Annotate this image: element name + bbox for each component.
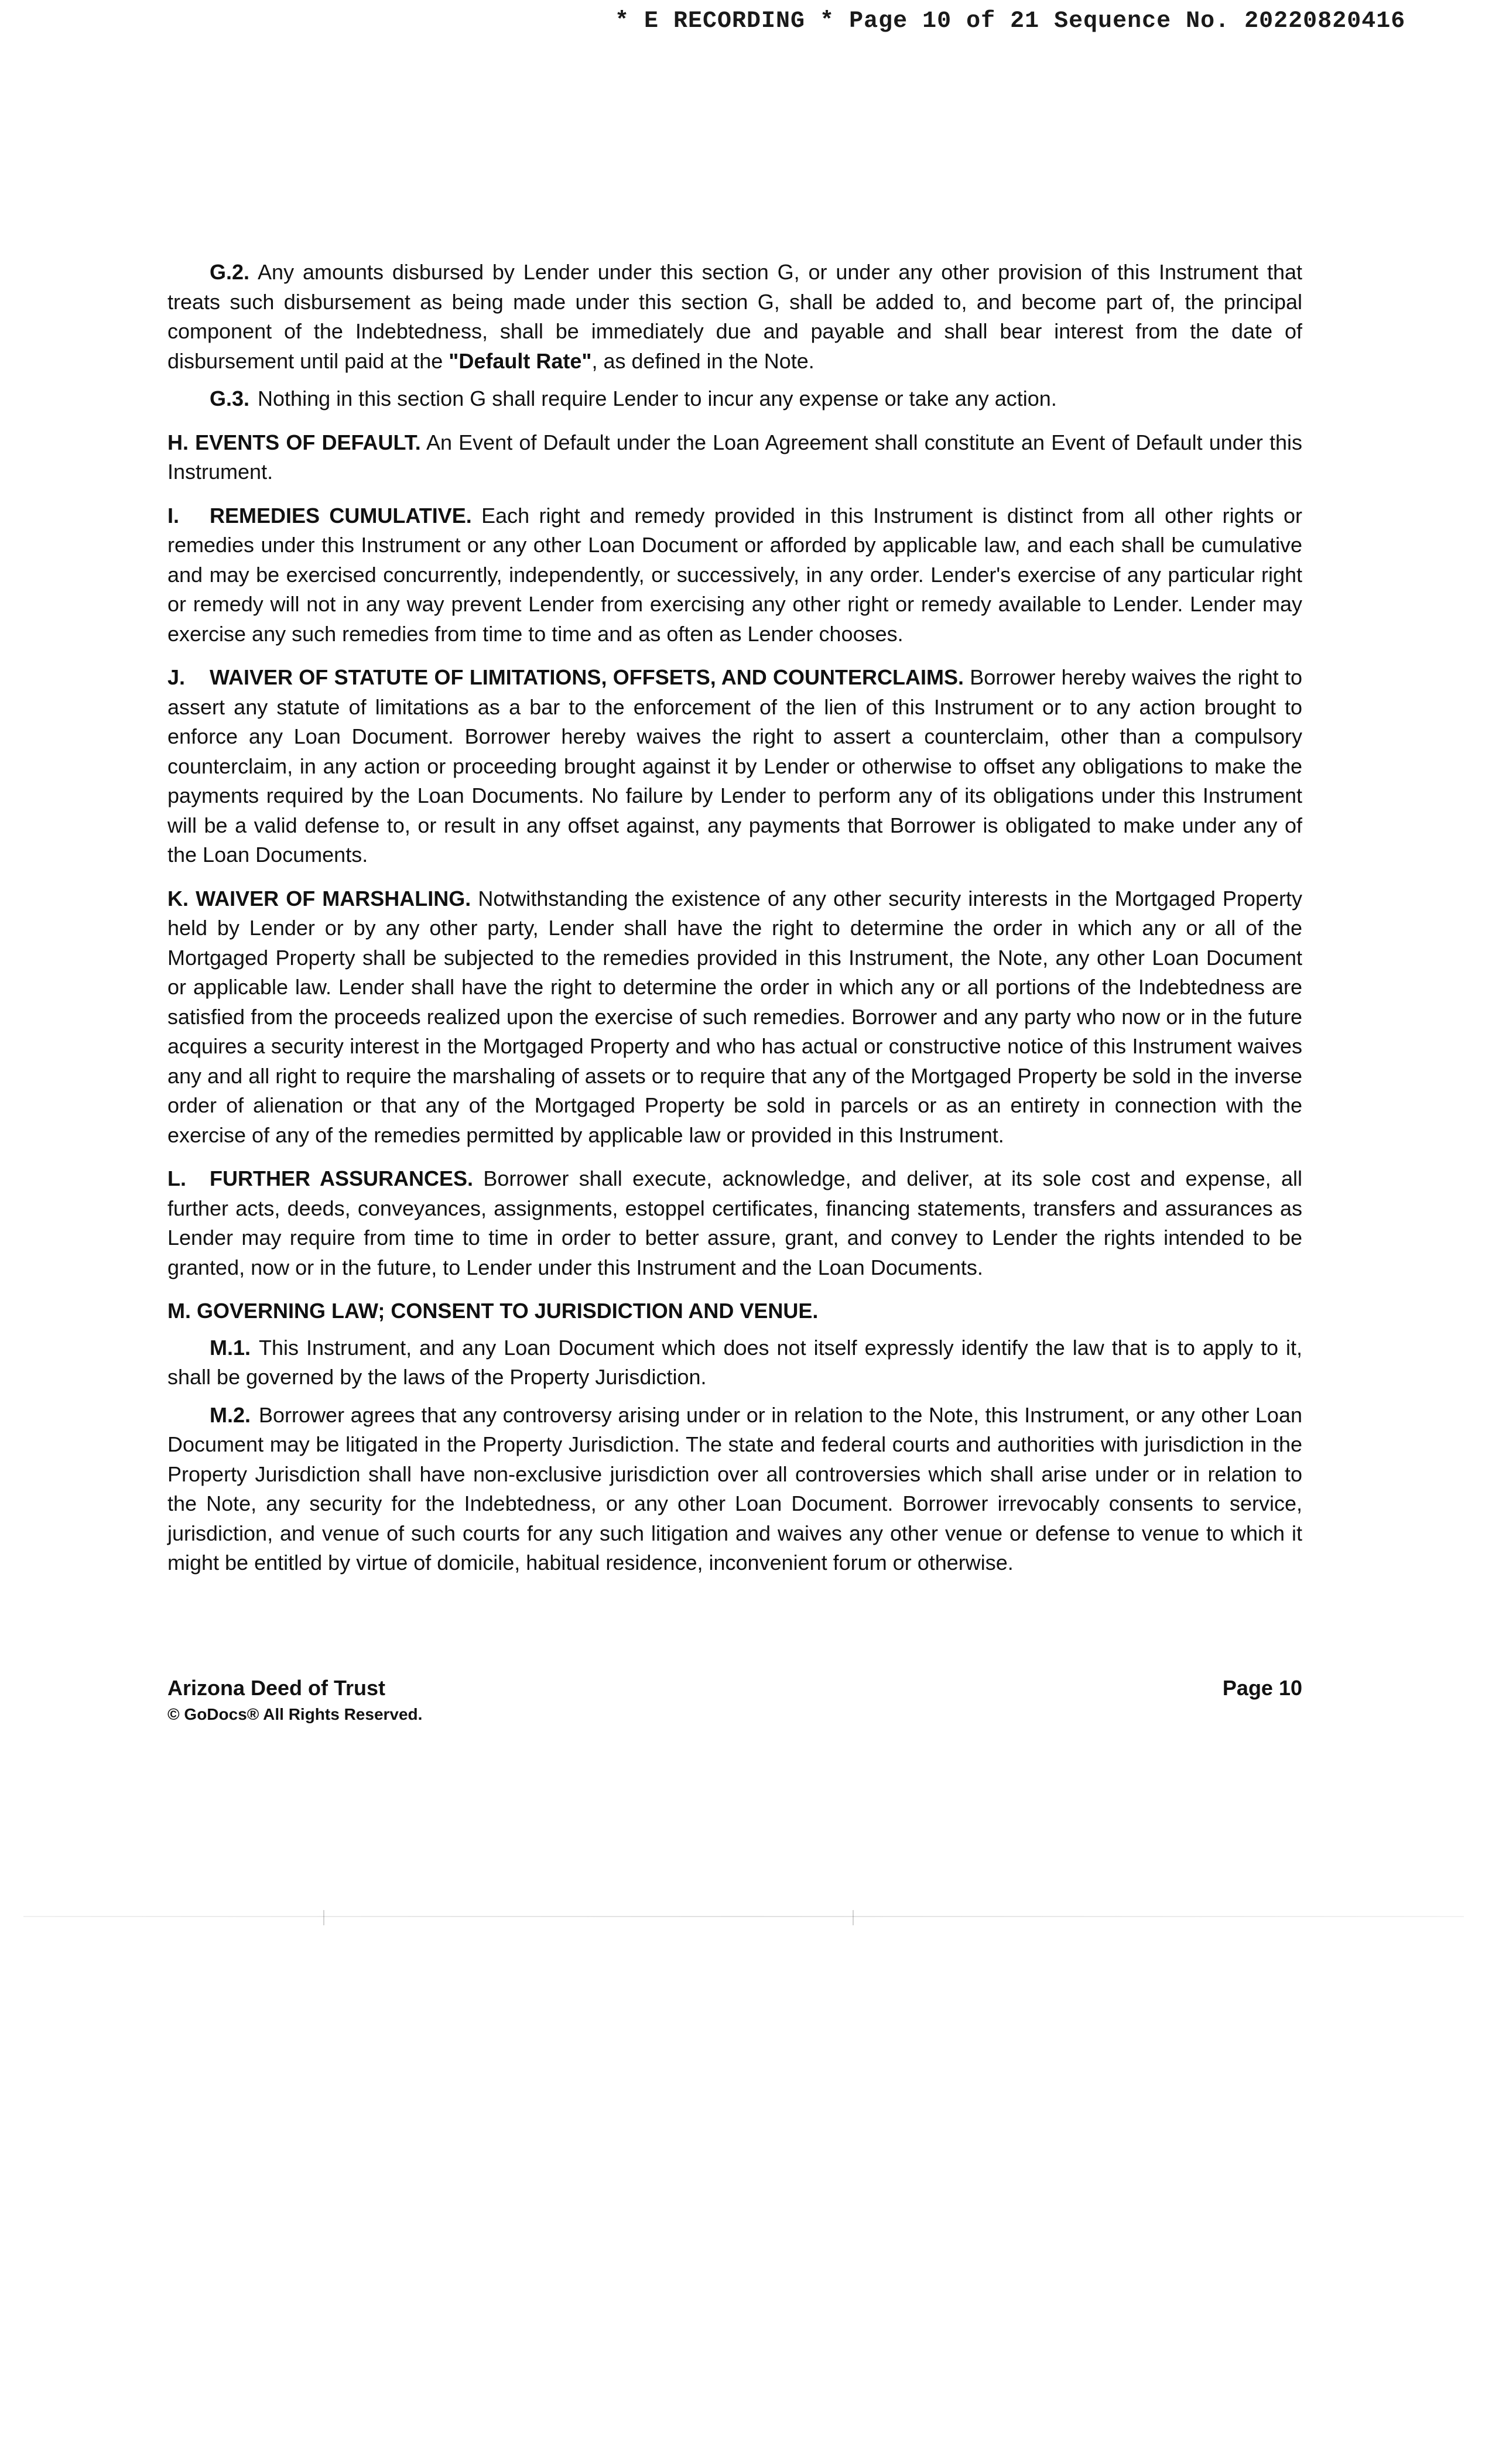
- defined-term: "Default Rate": [449, 348, 592, 373]
- section-number: M.1.: [210, 1335, 251, 1360]
- section-text: Each right and remedy provided in this Instrument is distinct from all other rights or remedies under this Instrument or any other Loan Document or afforded by applicable law, and each shall be cumulative and may be exercised concurrently, independently, or successively, in any order. Lender's exercise of any particular right or remedy will not in any way prevent Lender from exercising any other right or remedy available to Lender. Lender may exercise any such remedies from time to time and as often as Lender chooses.: [167, 503, 1302, 646]
- section-text: Notwithstanding the existence of any other security interests in the Mortgaged Property held by Lender or by any other party, Lender shall have the right to determine the order in which any or all of the Mortgaged Property shall be subjected to the remedies provided in this Instrument, the Note, any other Loan Document or applicable law. Lender shall have the right to determine the order in which any or all portions of the Indebtedness are satisfied from the proceeds realized upon the exercise of such remedies. Borrower and any party who now or in the future acquires a security interest in the Mortgaged Property and who has actual or constructive notice of this Instrument waives any and all right to require the marshaling of assets or to require that any of the Mortgaged Property be sold in the inverse order of alienation or that any of the Mortgaged Property be sold in parcels or as an entirety in connection with the exercise of any of the remedies permitted by applicable law or provided in this Instrument.: [167, 886, 1302, 1147]
- document-body: [167, 258, 1302, 1592]
- scan-artifact-tick: [853, 1910, 854, 1925]
- section-letter: H.: [167, 430, 189, 454]
- section-g2: [167, 258, 1302, 376]
- section-text: An Event of Default under the Loan Agreement shall constitute an Event of Default under this Instrument.: [167, 430, 1303, 484]
- section-i: [167, 501, 1302, 649]
- section-text: This Instrument, and any Loan Document which does not itself expressly identify the law that is to apply to it, shall be governed by the laws of the Property Jurisdiction.: [167, 1335, 1302, 1389]
- section-text: Any amounts disbursed by Lender under this section G, or under any other provision of this Instrument that treats such disbursement as being made under this section G, shall be added to, and become part of, the principal component of the Indebtedness, shall be immediately due and payable and shall bear interest from the date of disbursement until paid at the: [167, 260, 1302, 373]
- section-text: Borrower shall execute, acknowledge, and deliver, at its sole cost and expense, all further acts, deeds, conveyances, assignments, estoppel certificates, financing statements, transfers and assurances as Lender may require from time to time in order to better assure, grant, and convey to Lender the rights intended to be granted, now or in the future, to Lender under this Instrument and the Loan Documents.: [167, 1166, 1303, 1279]
- section-heading: EVENTS OF DEFAULT.: [195, 430, 421, 454]
- section-text: Borrower agrees that any controversy arising under or in relation to the Note, this Instrument, or any other Loan Document may be litigated in the Property Jurisdiction. The state and federal courts and authorities with jurisdiction in the Property Jurisdiction shall have non-exclusive jurisdiction over all controversies which shall arise under or in relation to the Note, any security for the Indebtedness, or any other Loan Document. Borrower irrevocably consents to service, jurisdiction, and venue of such courts for any such litigation and waives any other venue or defense to venue to which it might be entitled by virtue of domicile, habitual residence, inconvenient forum or otherwise.: [167, 1402, 1302, 1575]
- section-heading: REMEDIES CUMULATIVE.: [210, 503, 472, 528]
- page-footer: [167, 1676, 1302, 1724]
- section-g3: [167, 384, 1302, 414]
- section-text: Nothing in this section G shall require Lender to incur any expense or take any action.: [258, 386, 1057, 410]
- section-m2: [167, 1401, 1302, 1578]
- recording-header: * E RECORDING * Page 10 of 21 Sequence No. 20220820416: [615, 8, 1406, 35]
- document-title: Arizona Deed of Trust: [167, 1676, 386, 1700]
- section-j: [167, 663, 1302, 870]
- section-h: [167, 428, 1302, 487]
- section-number: G.3.: [210, 386, 250, 410]
- scan-artifact-tick: [323, 1910, 324, 1925]
- page-number: Page 10: [1222, 1676, 1302, 1700]
- section-letter: J.: [167, 665, 186, 689]
- scan-artifact-line: [23, 1916, 1464, 1917]
- section-heading: GOVERNING LAW; CONSENT TO JURISDICTION AND VENUE.: [197, 1299, 819, 1323]
- section-l: [167, 1164, 1302, 1282]
- section-k: [167, 884, 1302, 1151]
- section-letter: L.: [167, 1166, 186, 1190]
- section-heading: WAIVER OF MARSHALING.: [196, 886, 471, 911]
- section-letter: I.: [167, 503, 180, 528]
- section-number: G.2.: [210, 260, 250, 284]
- section-letter: M.: [167, 1299, 191, 1323]
- section-m: [167, 1296, 1302, 1326]
- section-heading: WAIVER OF STATUTE OF LIMITATIONS, OFFSETS, AND COUNTERCLAIMS.: [210, 665, 964, 689]
- section-text: Borrower hereby waives the right to assert any statute of limitations as a bar to the enforcement of the lien of this Instrument or to any action brought to enforce any Loan Document. Borrower hereby waives the right to assert a counterclaim, other than a compulsory counterclaim, in any action or proceeding brought against it by Lender or otherwise to offset any obligations to make the payments required by the Loan Documents. No failure by Lender to perform any of its obligations under this Instrument will be a valid defense to, or result in any offset against, any payments that Borrower is obligated to make under any of the Loan Documents.: [167, 665, 1302, 867]
- section-letter: K.: [167, 886, 189, 911]
- section-heading: FURTHER ASSURANCES.: [210, 1166, 474, 1190]
- copyright-notice: © GoDocs® All Rights Reserved.: [167, 1705, 423, 1723]
- section-m1: [167, 1333, 1302, 1392]
- section-number: M.2.: [210, 1402, 251, 1427]
- section-text: , as defined in the Note.: [591, 348, 814, 373]
